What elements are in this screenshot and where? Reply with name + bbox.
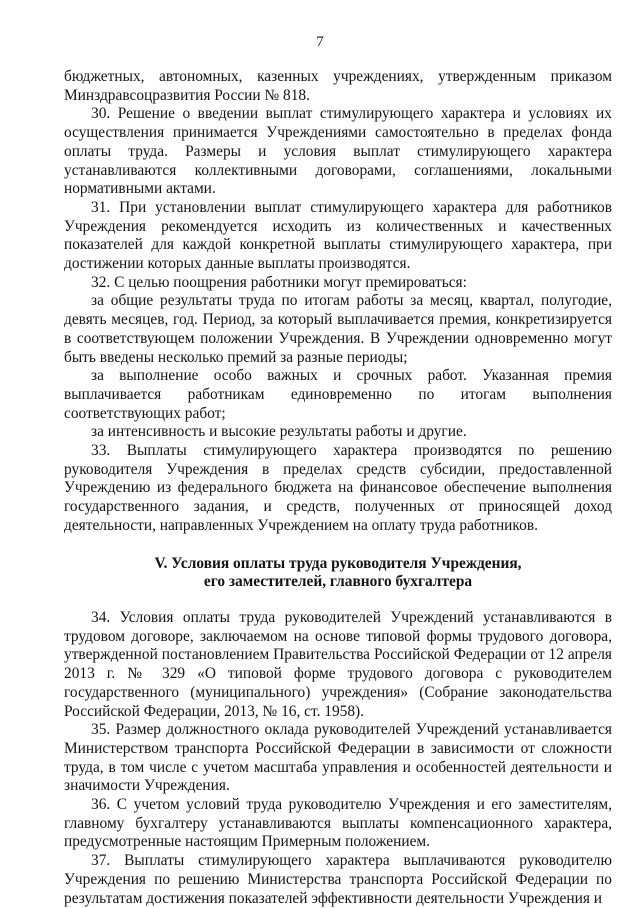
paragraph-37: 37. Выплаты стимулирующего характера выплачиваются руководителю Учреждения по решению Министерства транспорта Российской Федерации по результатам достижения показателей эффективности деятельности Учреждения и <box>64 852 612 907</box>
paragraph-35: 35. Размер должностного оклада руководителей Учреждений устанавливается Министерством транспорта Российской Федерации в зависимости от сложности труда, в том числе с учетом масштаба управления и особенностей деятельности и значимости Учреждения. <box>64 721 612 795</box>
paragraph-32: 32. С целью поощрения работники могут премироваться: <box>91 273 467 291</box>
paragraph-continuation: бюджетных, автономных, казенных учреждениях, утвержденным приказом Минздравсоцразвития России № 818. <box>64 68 612 104</box>
paragraph-31: 31. При установлении выплат стимулирующего характера для работников Учреждения рекомендуется исходить из количественных и качественных показателей для каждой конкретной выплаты стимулирующего характера, при достижении которых данные выплаты производятся. <box>64 198 612 273</box>
paragraph-32-item-3: за интенсивность и высокие результаты работы и другие. <box>91 423 467 441</box>
paragraph-30: 30. Решение о введении выплат стимулирующего характера и условиях их осуществления принимается Учреждениями самостоятельно в пределах фонда оплаты труда. Размеры и условия выплат стимулирующего характера устанавливаются коллективными договорами, соглашениями, локальными нормативными актами. <box>64 105 612 198</box>
document-body <box>64 68 612 908</box>
paragraph-32-item-2: за выполнение особо важных и срочных работ. Указанная премия выплачивается работникам единовременно по итогам выполнения соответствующих работ; <box>64 367 612 422</box>
section-heading <box>64 555 612 592</box>
page-number: 7 <box>316 34 324 50</box>
paragraph-36: 36. С учетом условий труда руководителю Учреждения и его заместителям, главному бухгалтеру устанавливаются выплаты компенсационного характера, предусмотренные настоящим Примерным положением. <box>64 796 612 851</box>
section-heading-line-2: его заместителей, главного бухгалтера <box>203 573 473 591</box>
paragraph-32-item-1: за общие результаты труда по итогам работы за месяц, квартал, полугодие, девять месяцев, год. Период, за который выплачивается премия, конкретизируется в соответствующем положении Учреждения. В Учреждении одновременно могут быть введены несколько премий за разные периоды; <box>64 292 612 366</box>
paragraph-33: 33. Выплаты стимулирующего характера производятся по решению руководителя Учреждения в пределах средств субсидии, предоставленной Учреждению из федерального бюджета на финансовое обеспечение выполнения государственного задания, и средств, полученных от приносящей доход деятельности, направленных Учреждением на оплату труда работников. <box>64 442 612 534</box>
section-heading-line-1: V. Условия оплаты труда руководителя Учреждения, <box>154 554 522 572</box>
paragraph-34: 34. Условия оплаты труда руководителей Учреждений устанавливаются в трудовом договоре, заключаемом на основе типовой формы трудового договора, утвержденной постановлением Правительства Российской Федерации от 12 апреля 2013 г. № 329 «О типовой форме трудового договора с руководителем государственного (муниципального) учреждения» (Собрание законодательства Российской Федерации, 2013, № 16, ст. 1958). <box>64 608 612 720</box>
